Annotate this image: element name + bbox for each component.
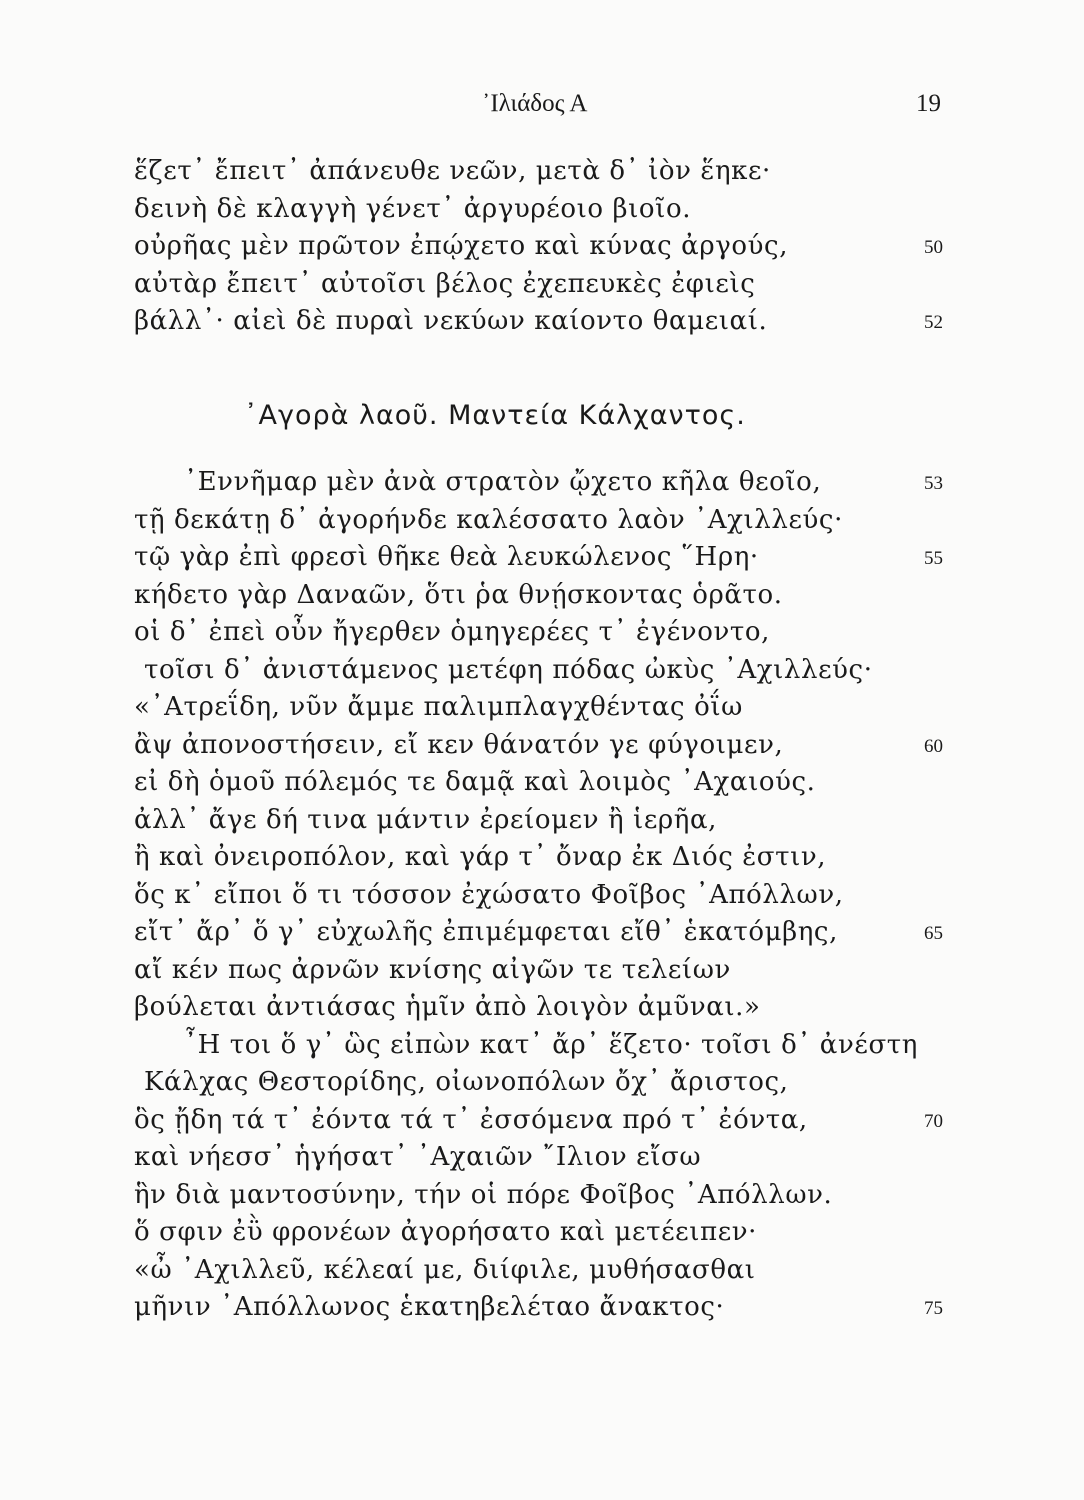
verse-line <box>134 689 954 727</box>
verse-block-2 <box>134 464 954 1327</box>
verse-line <box>134 1177 954 1215</box>
verse-line <box>134 303 954 341</box>
line-number: 53 <box>924 473 943 494</box>
verse-line <box>134 228 954 266</box>
verse-text: δεινὴ δὲ κλαγγὴ γένετ᾿ ἀργυρέοιο βιοῖο. <box>134 193 692 224</box>
verse-text: «᾿Ατρεΐδη, νῦν ἄμμε παλιμπλαγχθέντας ὀΐω <box>134 692 743 722</box>
verse-text: τῷ γὰρ ἐπὶ φρεσὶ θῆκε θεὰ λευκώλενος ῞Ηρη· <box>134 542 759 572</box>
verse-line <box>134 1064 954 1102</box>
page-number: 19 <box>916 90 941 117</box>
verse-text: οὐρῆας μὲν πρῶτον ἐπῴχετο καὶ κύνας ἀργούς, <box>134 231 789 261</box>
verse-text: καὶ νήεσσ᾿ ἡγήσατ᾿ ᾿Αχαιῶν ῎Ιλιον εἴσω <box>134 1142 702 1172</box>
verse-text: ἢ καὶ ὀνειροπόλον, καὶ γάρ τ᾿ ὄναρ ἐκ Διός ἐστιν, <box>134 842 827 872</box>
line-number: 65 <box>924 923 943 944</box>
verse-line <box>134 1027 954 1065</box>
verse-line <box>134 989 954 1027</box>
verse-line <box>134 652 954 690</box>
verse-text: κήδετο γὰρ Δαναῶν, ὅτι ῥα θνῄσκοντας ὁρᾶτο. <box>134 579 783 610</box>
verse-text: αὐτὰρ ἔπειτ᾿ αὐτοῖσι βέλος ἐχεπευκὲς ἐφιεὶς <box>134 268 756 299</box>
verse-text: ὅς κ᾿ εἴποι ὅ τι τόσσον ἐχώσατο Φοῖβος ᾿Απόλλων, <box>134 879 844 910</box>
verse-line <box>134 1289 954 1327</box>
verse-line <box>134 914 954 952</box>
verse-text: ἀλλ᾿ ἄγε δή τινα μάντιν ἐρείομεν ἢ ἱερῆα, <box>134 804 718 835</box>
line-number: 55 <box>924 548 943 569</box>
verse-text: οἱ δ᾿ ἐπεὶ οὖν ἤγερθεν ὁμηγερέες τ᾿ ἐγένοντο, <box>134 617 770 647</box>
verse-text: «ὦ ᾿Αχιλλεῦ, κέλεαί με, διίφιλε, μυθήσασθαι <box>134 1254 756 1285</box>
verse-line <box>134 764 954 802</box>
verse-line <box>134 614 954 652</box>
verse-line <box>134 1214 954 1252</box>
verse-line <box>134 502 954 540</box>
verse-line <box>134 464 954 502</box>
verse-line <box>134 727 954 765</box>
verse-text: ἕζετ᾿ ἔπειτ᾿ ἀπάνευθε νεῶν, μετὰ δ᾿ ἰὸν ἕηκε· <box>134 156 771 186</box>
verse-text: ὃς ᾔδη τά τ᾿ ἐόντα τά τ᾿ ἐσσόμενα πρό τ᾿ ἐόντα, <box>134 1104 808 1135</box>
verse-text: τῇ δεκάτῃ δ᾿ ἀγορήνδε καλέσσατο λαὸν ᾿Αχιλλεύς· <box>134 504 843 535</box>
verse-text: ἣν διὰ μαντοσύνην, τήν οἱ πόρε Φοῖβος ᾿Απόλλων. <box>134 1179 833 1210</box>
verse-line <box>134 539 954 577</box>
verse-text: Κάλχας Θεστορίδης, οἰωνοπόλων ὄχ᾿ ἄριστος, <box>144 1067 789 1097</box>
verse-text: αἴ κέν πως ἀρνῶν κνίσης αἰγῶν τε τελείων <box>134 954 731 985</box>
line-number: 60 <box>924 735 943 757</box>
verse-line <box>134 266 954 304</box>
verse-line <box>134 839 954 877</box>
verse-line <box>134 1139 954 1177</box>
section-heading: ᾿Αγορὰ λαοῦ. Μαντεία Κάλχαντος. <box>244 400 746 431</box>
verse-line <box>134 191 954 229</box>
verse-block-1 <box>134 153 954 341</box>
verse-line <box>134 952 954 990</box>
verse-line <box>134 153 954 191</box>
verse-text: ἂψ ἀπονοστήσειν, εἴ κεν θάνατόν γε φύγοιμεν, <box>134 729 784 760</box>
line-number: 70 <box>924 1110 943 1132</box>
verse-text: βούλεται ἀντιάσας ἡμῖν ἀπὸ λοιγὸν ἀμῦναι.» <box>134 992 761 1022</box>
verse-text: ῏Η τοι ὅ γ᾿ ὣς εἰπὼν κατ᾿ ἄρ᾿ ἕζετο· τοῖσι δ᾿ ἀνέστη <box>184 1029 918 1060</box>
verse-text: εἰ δὴ ὁμοῦ πόλεμός τε δαμᾷ καὶ λοιμὸς ᾿Αχαιούς. <box>134 767 816 797</box>
verse-line <box>134 802 954 840</box>
verse-text: τοῖσι δ᾿ ἀνιστάμενος μετέφη πόδας ὠκὺς ᾿Αχιλλεύς· <box>144 654 873 685</box>
verse-line <box>134 877 954 915</box>
verse-text: βάλλ᾿· αἰεὶ δὲ πυραὶ νεκύων καίοντο θαμειαί. <box>134 306 768 336</box>
verse-text: ὅ σφιν ἐῢ φρονέων ἀγορήσατο καὶ μετέειπεν· <box>134 1217 758 1247</box>
verse-text: μῆνιν ᾿Απόλλωνος ἑκατηβελέταο ἄνακτος· <box>134 1292 725 1322</box>
running-header-title: ᾿Ιλιάδος Α <box>482 90 588 117</box>
verse-text: ᾿Εννῆμαρ μὲν ἀνὰ στρατὸν ᾤχετο κῆλα θεοῖο, <box>184 467 822 497</box>
line-number: 75 <box>924 1298 943 1319</box>
verse-line <box>134 1102 954 1140</box>
line-number: 50 <box>924 237 943 258</box>
verse-line <box>134 577 954 615</box>
verse-line <box>134 1252 954 1290</box>
line-number: 52 <box>924 312 943 333</box>
verse-text: εἴτ᾿ ἄρ᾿ ὅ γ᾿ εὐχωλῆς ἐπιμέμφεται εἴθ᾿ ἑκατόμβης, <box>134 917 838 947</box>
